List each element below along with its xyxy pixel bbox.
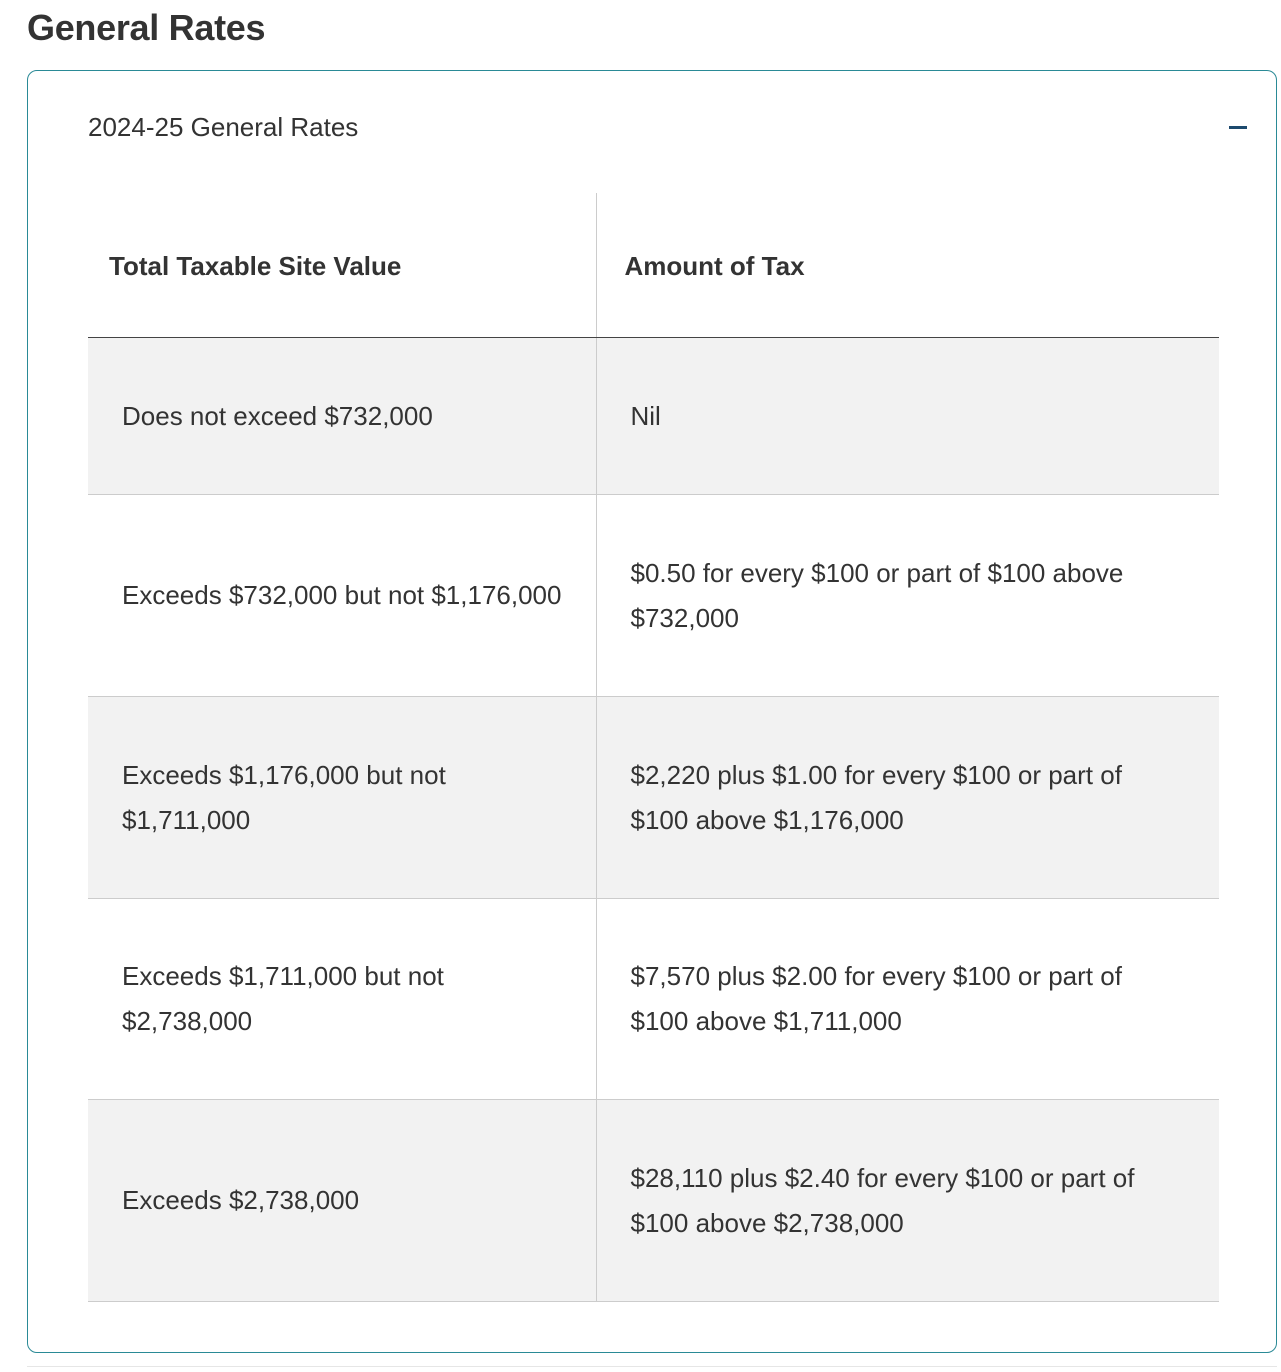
- amount-of-tax-cell: $0.50 for every $100 or part of $100 above $732,000: [596, 495, 1219, 697]
- site-value-cell: Exceeds $732,000 but not $1,176,000: [88, 495, 596, 697]
- accordion-title: 2024-25 General Rates: [88, 112, 359, 142]
- accordion-header[interactable]: [88, 107, 1250, 147]
- table-row: [88, 1100, 1219, 1302]
- amount-of-tax-cell: $2,220 plus $1.00 for every $100 or part of $100 above $1,176,000: [596, 697, 1219, 899]
- site-value-cell: Exceeds $1,711,000 but not $2,738,000: [88, 899, 596, 1100]
- table-row: [88, 899, 1219, 1100]
- general-rates-accordion: [27, 70, 1277, 1353]
- divider: [27, 1366, 1277, 1367]
- table-row: [88, 495, 1219, 697]
- column-header-amount-of-tax: Amount of Tax: [596, 193, 1219, 338]
- site-value-cell: Exceeds $2,738,000: [88, 1100, 596, 1302]
- column-header-site-value: Total Taxable Site Value: [88, 193, 596, 338]
- amount-of-tax-cell: $28,110 plus $2.40 for every $100 or part of $100 above $2,738,000: [596, 1100, 1219, 1302]
- site-value-cell: Exceeds $1,176,000 but not $1,711,000: [88, 697, 596, 899]
- table-row: [88, 338, 1219, 495]
- rates-table: [88, 193, 1219, 1302]
- minus-icon[interactable]: [1226, 115, 1250, 139]
- site-value-cell: Does not exceed $732,000: [88, 338, 596, 495]
- amount-of-tax-cell: Nil: [596, 338, 1219, 495]
- page-title: General Rates: [27, 7, 266, 48]
- amount-of-tax-cell: $7,570 plus $2.00 for every $100 or part of $100 above $1,711,000: [596, 899, 1219, 1100]
- table-header-row: [88, 193, 1219, 338]
- table-row: [88, 697, 1219, 899]
